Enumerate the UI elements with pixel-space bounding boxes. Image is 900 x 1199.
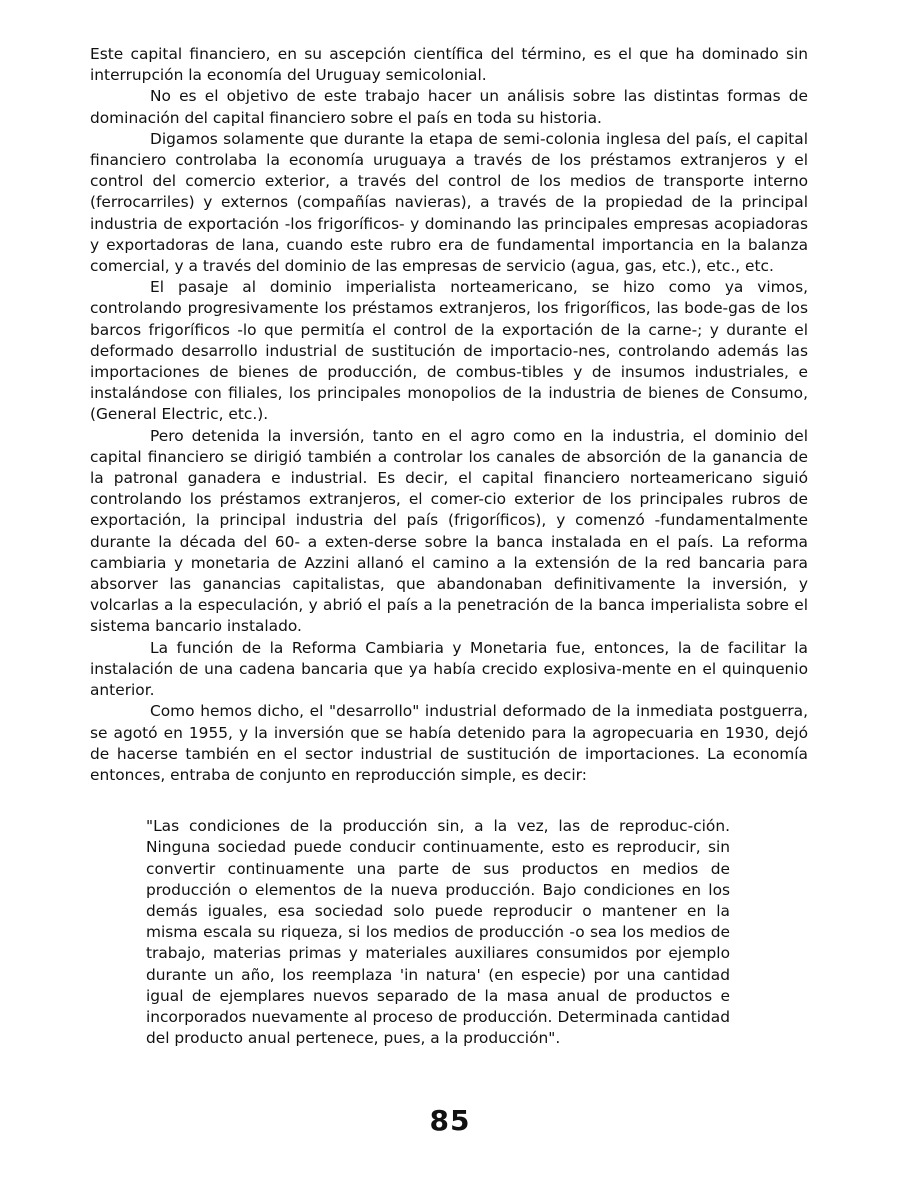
paragraph-3: Digamos solamente que durante la etapa de semi-colonia inglesa del país, el capital financiero controlaba la economía uruguaya a través de los préstamos extranjeros y el control del comercio exterior, a través del control de los medios de transporte interno (ferrocarriles) y externos (compañías navieras), a través de la propiedad de la principal industria de exportación -los frigoríficos- y dominando las principales empresas acopiadoras y exportadoras de lana, cuando este rubro era de fundamental importancia en la balanza comercial, y a través del dominio de las empresas de servicio (agua, gas, etc.), etc., etc.	[90, 129, 808, 276]
paragraph-6: La función de la Reforma Cambiaria y Monetaria fue, entonces, la de facilitar la instalación de una cadena bancaria que ya había crecido explosiva-mente en el quinquenio anterior.	[90, 638, 808, 700]
paragraph-5: Pero detenida la inversión, tanto en el agro como en la industria, el dominio del capital financiero se dirigió también a controlar los canales de absorción de la ganancia de la patronal ganadera e industrial. Es decir, el capital financiero norteamericano siguió controlando los préstamos extranjeros, el comer-cio exterior de los principales rubros de exportación, la principal industria del país (frigoríficos), y comenzó -fundamentalmente durante la década del 60- a exten-derse sobre la banca instalada en el país. La reforma cambiaria y monetaria de Azzini allanó el camino a la extensión de la red bancaria para absorver las ganancias capitalistas, que abandonaban definitivamente la inversión, y volcarlas a la especulación, y abrió el país a la penetración de la banca imperialista sobre el sistema bancario instalado.	[90, 426, 808, 636]
page-number: 85	[429, 1104, 471, 1137]
paragraph-4: El pasaje al dominio imperialista norteamericano, se hizo como ya vimos, controlando progresivamente los préstamos extranjeros, los frigoríficos, las bode-gas de los barcos frigoríficos -lo que permitía el control de la exportación de la carne-; y durante el deformado desarrollo industrial de sustitución de importacio-nes, controlando además las importaciones de bienes de producción, de combus-tibles y de insumos industriales, e instalándose con filiales, los principales monopolios de la industria de bienes de Consumo, (General Electric, etc.).	[90, 278, 808, 424]
paragraph-7: Como hemos dicho, el "desarrollo" industrial deformado de la inmediata postguerra, se agotó en 1955, y la inversión que se había detenido para la agropecuaria en 1930, dejó de hacerse también en el sector industrial de sustitución de importaciones. La economía entonces, entraba de conjunto en reproducción simple, es decir:	[90, 702, 808, 784]
block-quote: "Las condiciones de la producción sin, a la vez, las de reproduc-ción. Ninguna sociedad puede conducir continuamente, esto es reproducir, sin convertir continuamente una parte de sus productos en medios de producción o elementos de la nueva producción. Bajo condiciones en los demás iguales, esa sociedad solo puede reproducir o mantener en la misma escala su riqueza, si los medios de producción -o sea los medios de trabajo, materias primas y materiales auxiliares consumidos por ejemplo durante un año, los reemplaza 'in natura' (en especie) por una cantidad igual de ejemplares nuevos separado de la masa anual de productos e incorporados nuevamente al proceso de producción. Determinada cantidad del producto anual pertenece, pues, a la producción".	[146, 817, 730, 1048]
page-body	[90, 44, 808, 1049]
paragraph-1: Este capital financiero, en su ascepción científica del término, es el que ha dominado sin interrupción la economía del Uruguay semicolonial.	[90, 45, 808, 85]
paragraph-2: No es el objetivo de este trabajo hacer un análisis sobre las distintas formas de dominación del capital financiero sobre el país en toda su historia.	[90, 87, 808, 127]
